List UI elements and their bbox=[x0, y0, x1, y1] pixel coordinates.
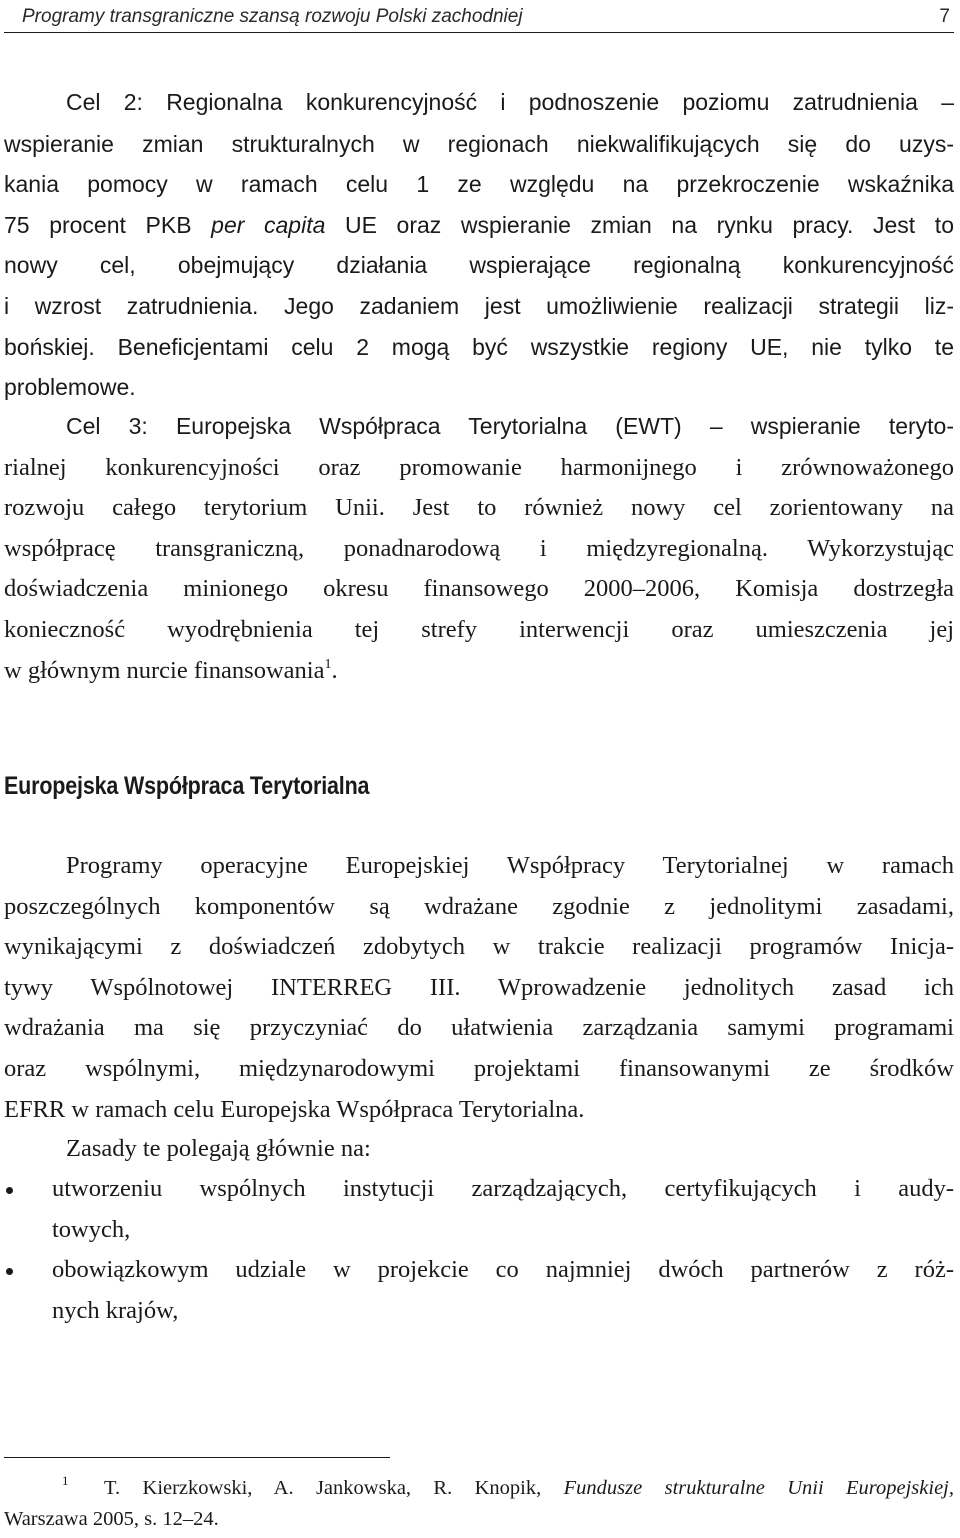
text-line: konieczność wyodrębnienia tej strefy interwencji oraz umieszczenia jej bbox=[4, 615, 954, 643]
text-line: Programy operacyjne Europejskiej Współpracy Terytorialnej w ramach bbox=[66, 852, 954, 879]
bullet-icon bbox=[6, 1187, 13, 1194]
text-line: towych, bbox=[52, 1215, 131, 1243]
emphasis-per-capita: per capita bbox=[211, 211, 326, 238]
text-line: w głównym nurcie finansowania$^1$. bbox=[4, 656, 338, 684]
footnote-authors: T. Kierzkowski, A. Jankowska, R. Knopik, bbox=[104, 1477, 564, 1499]
text-line: wynikającymi z doświadczeń zdobytych w trakcie realizacji programów Inicja- bbox=[4, 933, 954, 961]
section-heading: Europejska Współpraca Terytorialna bbox=[4, 772, 370, 800]
paragraph-cel-3 bbox=[4, 406, 954, 691]
text-line: obowiązkowym udziale w projekcie co najmniej dwóch partnerów z róż- bbox=[52, 1256, 954, 1284]
page-number: 7 bbox=[939, 6, 950, 27]
text-line: nych krajów, bbox=[52, 1296, 179, 1324]
text-line: tywy Wspólnotowej INTERREG III. Wprowadzenie jednolitych zasad ich bbox=[4, 973, 954, 1001]
text-line: rialnej konkurencyjności oraz promowanie harmonijnego i zrównoważonego bbox=[4, 453, 954, 481]
running-title: Programy transgraniczne szansą rozwoju Polski zachodniej bbox=[22, 6, 523, 27]
paragraph-zasady bbox=[4, 1129, 954, 1170]
text-line: utworzeniu wspólnych instytucji zarządzających, certyfikujących i audy- bbox=[52, 1175, 954, 1202]
text-line: problemowe. bbox=[4, 374, 136, 401]
text-line: i wzrost zatrudnienia. Jego zadaniem jest umożliwienie realizacji strategii liz- bbox=[4, 292, 954, 319]
text-line: doświadczenia minionego okresu finansowego 2000–2006, Komisja dostrzegła bbox=[4, 575, 954, 603]
footnote-place: Warszawa 2005, s. 12–24. bbox=[4, 1508, 219, 1530]
paragraph-cel-2 bbox=[4, 82, 954, 408]
text-line: oraz wspólnymi, międzynarodowymi projektami finansowanymi ze środków bbox=[4, 1054, 954, 1082]
text-line: Cel 2: Regionalna konkurencyjność i podnoszenie poziomu zatrudnienia – bbox=[66, 89, 954, 115]
text-line: EFRR w ramach celu Europejska Współpraca Terytorialna. bbox=[4, 1095, 585, 1123]
text-line: Zasady te polegają głównie na: bbox=[66, 1135, 371, 1162]
footnote-title: Fundusze strukturalne Unii Europejskiej, bbox=[563, 1477, 954, 1499]
text-line: wdrażania ma się przyczyniać do ułatwienia zarządzania samymi programami bbox=[4, 1014, 954, 1042]
text-line: wspieranie zmian strukturalnych w regionach niekwalifikujących się do uzys- bbox=[4, 130, 954, 157]
principles-list bbox=[4, 1169, 954, 1331]
text-line: rozwoju całego terytorium Unii. Jest to również nowy cel zorientowany na bbox=[4, 494, 954, 522]
list-item bbox=[4, 1250, 954, 1331]
text-line: współpracę transgraniczną, ponadnarodową i międzyregionalną. Wykorzystując bbox=[4, 534, 954, 562]
footnote-separator bbox=[4, 1457, 390, 1458]
footnote-reference[interactable]: 1 bbox=[324, 656, 332, 672]
bullet-icon bbox=[6, 1268, 13, 1275]
paragraph-programy bbox=[4, 846, 954, 1130]
text-line: nowy cel, obejmujący działania wspierające regionalną konkurencyjność bbox=[4, 252, 954, 279]
list-item bbox=[4, 1169, 954, 1250]
text-line: 75 procent PKB per capita UE oraz wspieranie zmian na rynku pracy. Jest to bbox=[4, 211, 954, 238]
running-header bbox=[4, 2, 954, 33]
text-line: 1 T. Kierzkowski, A. Jankowska, R. Knopik, Fundusze strukturalne Unii Europejskiej, bbox=[62, 1473, 954, 1499]
text-line: Cel 3: Europejska Współpraca Terytorialna (EWT) – wspieranie teryto- bbox=[66, 413, 954, 439]
text-line: kania pomocy w ramach celu 1 ze względu na przekroczenie wskaźnika bbox=[4, 171, 954, 198]
text-line: bońskiej. Beneficjentami celu 2 mogą być wszystkie regiony UE, nie tylko te bbox=[4, 333, 954, 360]
footnote bbox=[4, 1473, 954, 1535]
text-line: poszczególnych komponentów są wdrażane zgodnie z jednolitymi zasadami, bbox=[4, 892, 954, 920]
